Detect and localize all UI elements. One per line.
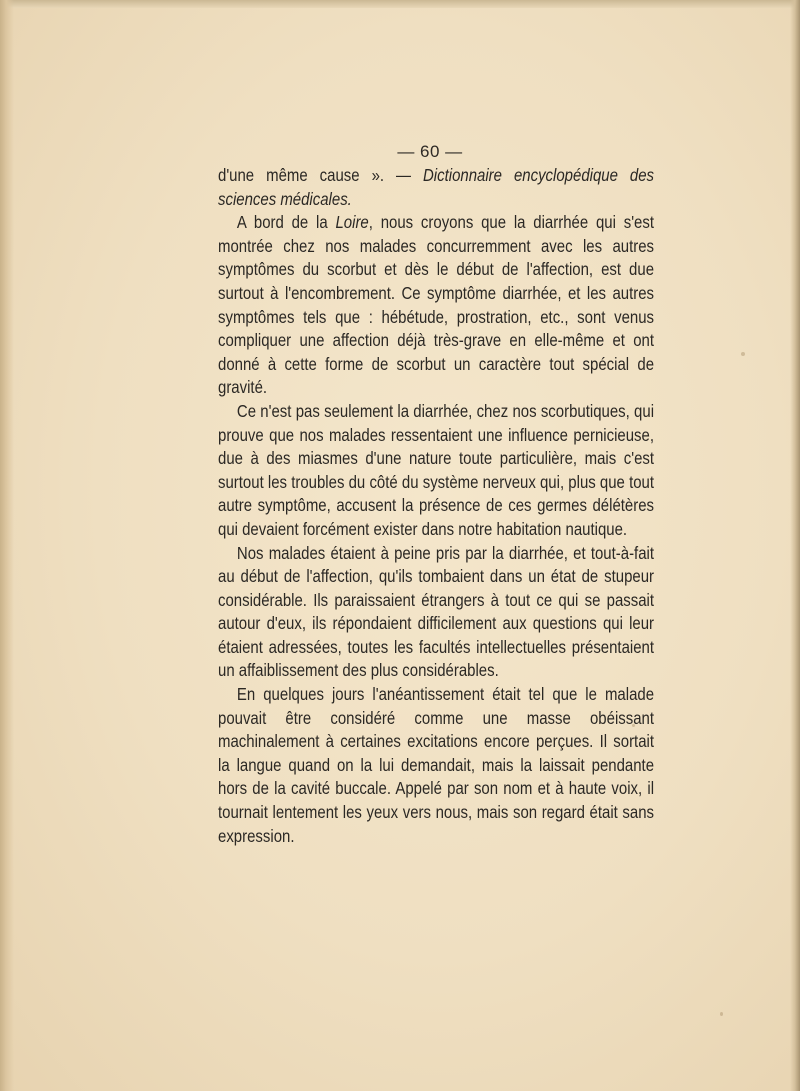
text-run: Ce n'est pas seulement la diarrhée, chez nos scorbutiques, qui prouve que nos malades ressentaient une influence pernicieuse, due à des miasmes d'une nature toute particulière, mais c'est surtout les troubles du côté du système nerveux qui, plus que tout autre symptôme, accusent la présence de ces germes délétères qui devaient forcément exister dans notre habitation nautique. bbox=[218, 400, 655, 539]
page-right-edge bbox=[790, 0, 800, 1091]
page-left-edge bbox=[0, 0, 14, 1091]
ink-speck bbox=[720, 1012, 723, 1016]
text-run: A bord de la bbox=[236, 212, 336, 233]
paragraph bbox=[218, 211, 654, 400]
paragraph bbox=[218, 542, 654, 684]
paragraph bbox=[218, 400, 654, 542]
text-run: Nos malades étaient à peine pris par la diarrhée, et tout-à-fait au début de l'affection, qu'ils tombaient dans un état de stupeur considérable. Ils paraissaient étrangers à tout ce qui se passait autour d'eux, ils répondaient difficilement aux questions qui leur étaient adressées, toutes les facultés intellectuelles présentaient un affaiblissement des plus considérables. bbox=[218, 542, 655, 681]
text-run: d'une même cause ». — bbox=[218, 165, 424, 185]
page-top-edge bbox=[0, 0, 800, 8]
text-run: En quelques jours l'anéantissement était tel que le malade pouvait être considéré comme une masse obéissant machinalement à certaines excitations encore perçues. Il sortait la langue quand on la lui demandait, mais la laissait pendante hors de la cavité buccale. Appelé par son nom et à haute voix, il tournait lentement les yeux vers nous, mais son regard était sans expression. bbox=[218, 684, 655, 846]
paragraph bbox=[218, 164, 654, 211]
page-number: — 60 — bbox=[397, 142, 463, 161]
text-run: , nous croyons que la diarrhée qui s'est montrée chez nos malades concurremment avec les autres symptômes du scorbut et dès le début de l'affection, est due surtout à l'encombrement. Ce symptôme diarrhée, et les autres symptômes tels que : hébétude, prostration, etc., sont venus compliquer une affection déjà très-grave en elle-même et ont donné à cette forme de scorbut un caractère tout spécial de gravité. bbox=[218, 212, 655, 398]
italic-text: Dictionnaire encyclopédique des sciences médicales. bbox=[218, 165, 655, 209]
ink-speck bbox=[741, 352, 745, 356]
paragraph bbox=[218, 683, 654, 848]
italic-text: Loire bbox=[335, 212, 369, 233]
body-text bbox=[218, 164, 654, 848]
